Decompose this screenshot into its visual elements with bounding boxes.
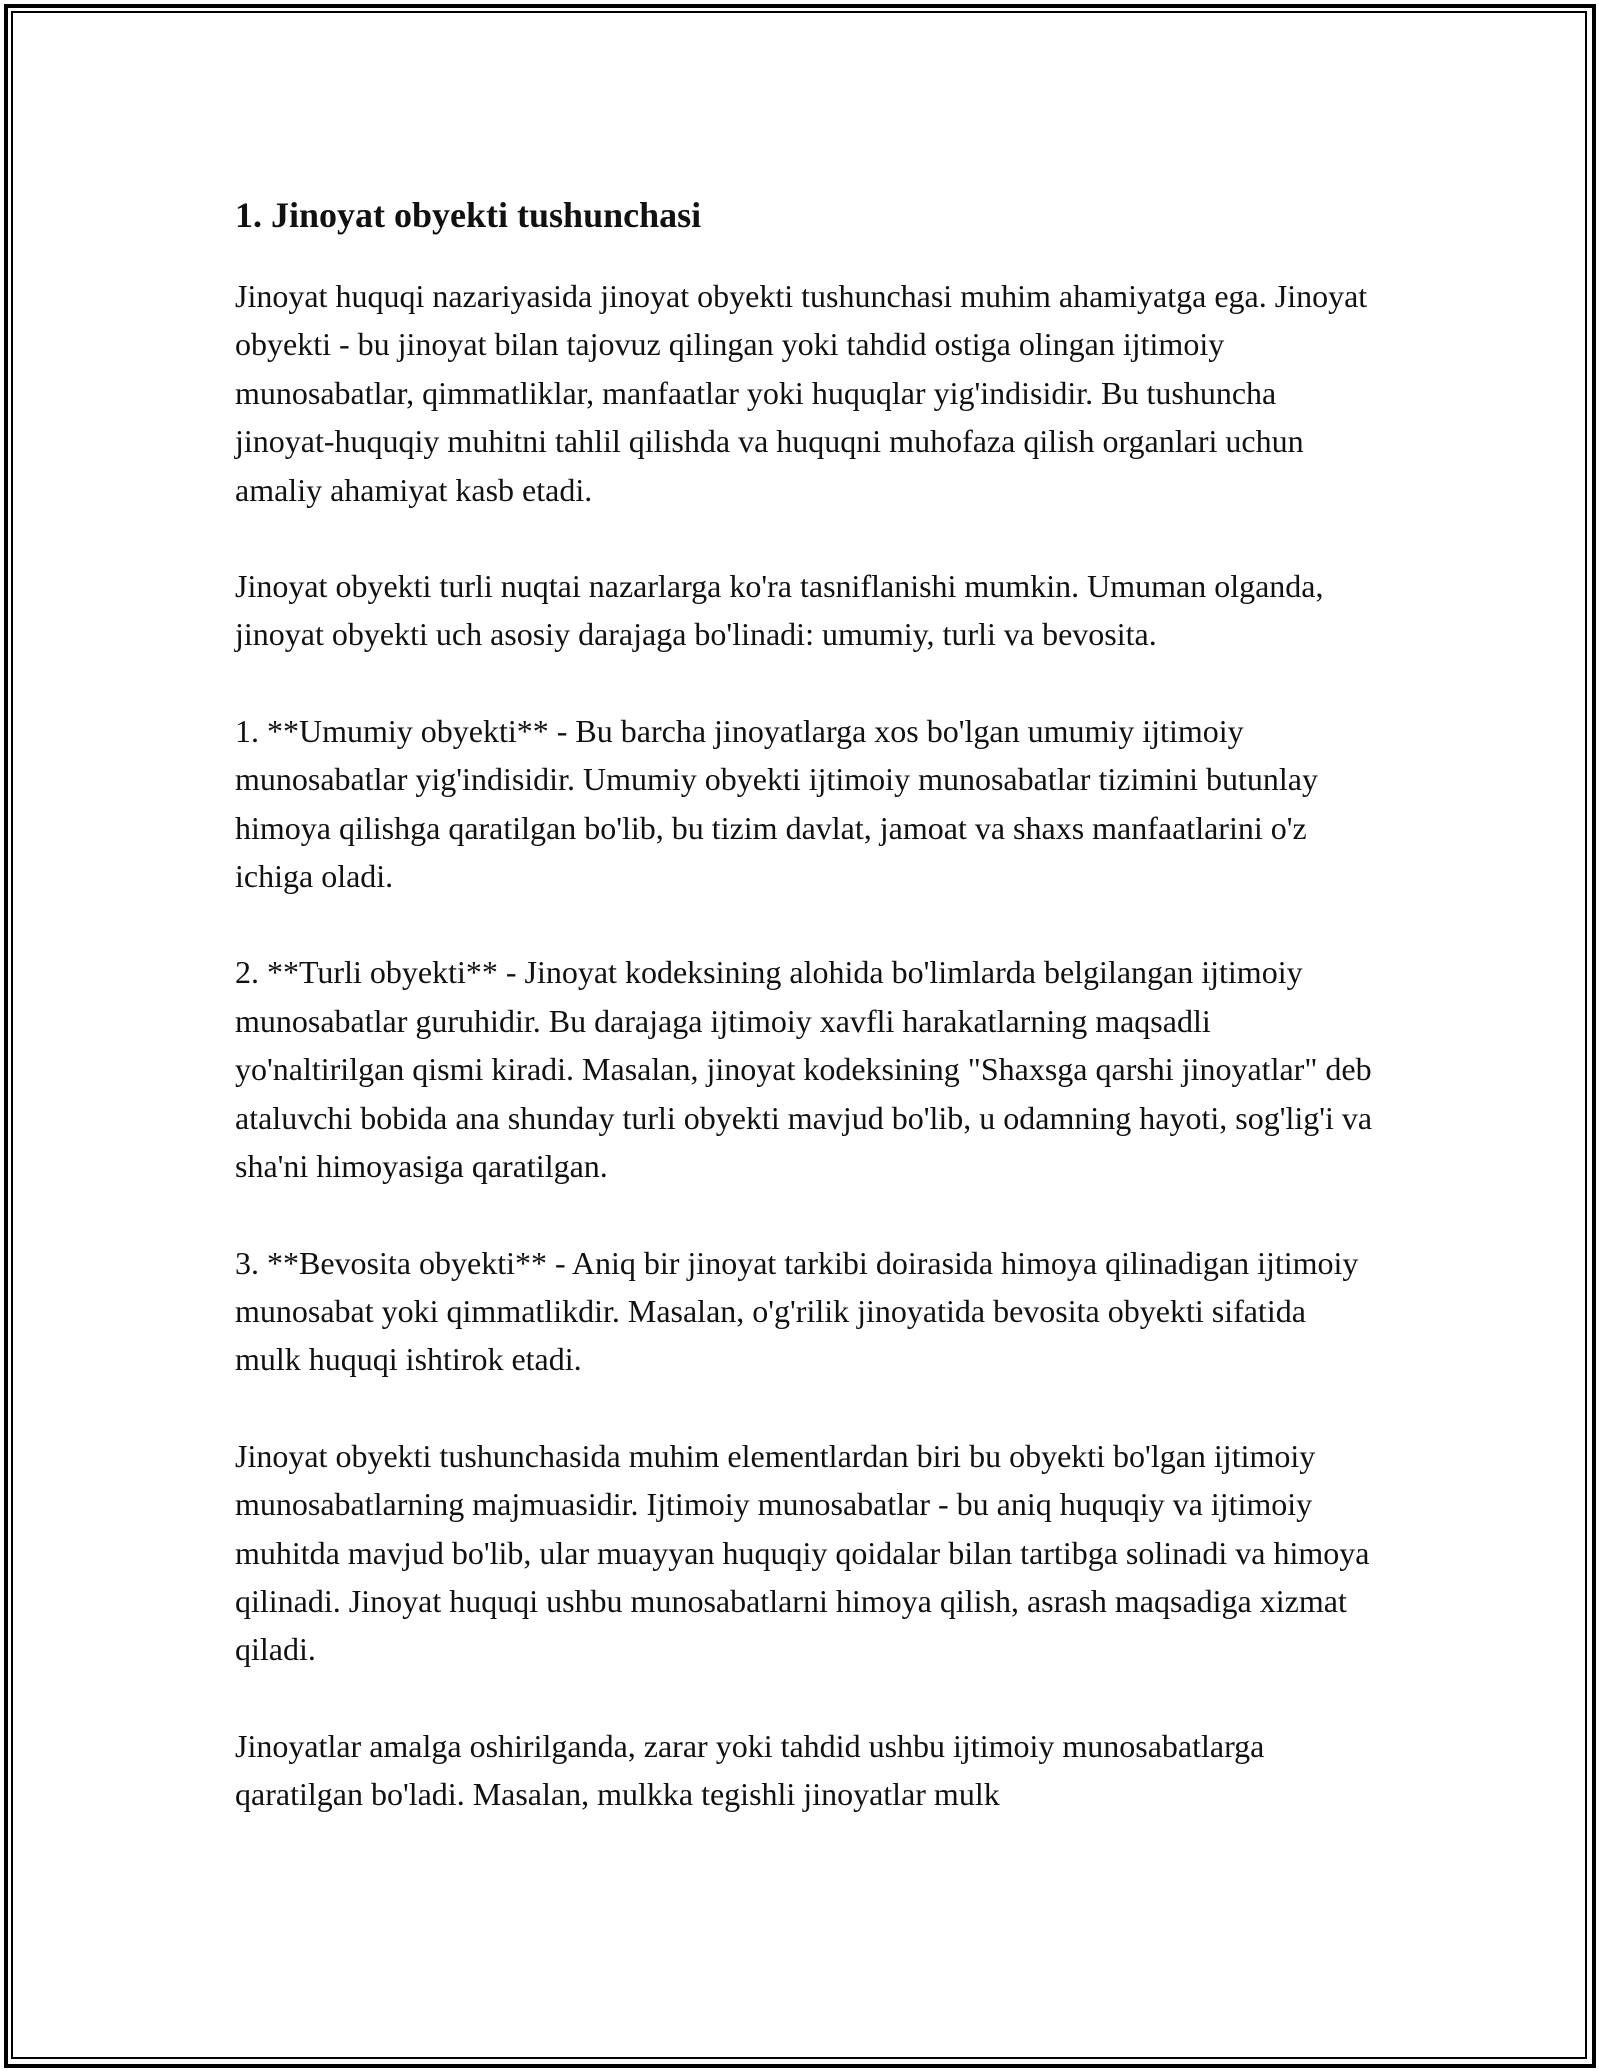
paragraph-generic-object: 2. **Turli obyekti** - Jinoyat kodeksining alohida bo'limlarda belgilangan ijtimoiy munosabatlar guruhidir. Bu darajaga ijtimoiy xavfli harakatlarning maqsadli yo'naltirilgan qismi kiradi. Masalan, jinoyat kodeksining "Shaxsga qarshi jinoyatlar" deb ataluvchi bobida ana shunday turli obyekti mavjud bo'lib, u odamning hayoti, sog'lig'i va sha'ni himoyasiga qaratilgan. [235, 954, 1373, 1185]
section-heading: 1. Jinoyat obyekti tushunchasi [235, 195, 702, 235]
paragraph-social-relations: Jinoyat obyekti tushunchasida muhim elementlardan biri bu obyekti bo'lgan ijtimoiy munosabatlarning majmuasidir. Ijtimoiy munosabatlar - bu aniq huquqiy va ijtimoiy muhitda mavjud bo'lib, ular muayyan huquqiy qoidalar bilan tartibga solinadi va himoya qilinadi. Jinoyat huquqi ushbu munosabatlarni himoya qilish, asrash maqsadiga xizmat qiladi. [235, 1437, 1370, 1668]
document-body [235, 186, 1375, 1867]
paragraph-general-object: 1. **Umumiy obyekti** - Bu barcha jinoyatlarga xos bo'lgan umumiy ijtimoiy munosabatlar yig'indisidir. Umumiy obyekti ijtimoiy munosabatlar tizimini butunlay himoya qilishga qaratilgan bo'lib, bu tizim davlat, jamoat va shaxs manfaatlarini o'z ichiga oladi. [235, 712, 1318, 895]
paragraph-classification: Jinoyat obyekti turli nuqtai nazarlarga ko'ra tasniflanishi mumkin. Umuman olganda, jinoyat obyekti uch asosiy darajaga bo'linadi: umumiy, turli va bevosita. [235, 568, 1324, 653]
paragraph-direct-object: 3. **Bevosita obyekti** - Aniq bir jinoyat tarkibi doirasida himoya qilinadigan ijtimoiy munosabat yoki qimmatlikdir. Masalan, o'g'rilik jinoyatida bevosita obyekti sifatida mulk huquqi ishtirok etadi. [235, 1244, 1359, 1378]
paragraph-intro: Jinoyat huquqi nazariyasida jinoyat obyekti tushunchasi muhim ahamiyatga ega. Jinoyat obyekti - bu jinoyat bilan tajovuz qilingan yoki tahdid ostiga olingan ijtimoiy munosabatlar, qimmatliklar, manfaatlar yoki huquqlar yig'indisidir. Bu tushuncha jinoyat-huquqiy muhitni tahlil qilishda va huquqni muhofaza qilish organlari uchun amaliy ahamiyat kasb etadi. [235, 278, 1368, 508]
paragraph-harm: Jinoyatlar amalga oshirilganda, zarar yoki tahdid ushbu ijtimoiy munosabatlarga qaratilgan bo'ladi. Masalan, mulkka tegishli jinoyatlar mulk [235, 1727, 1265, 1813]
